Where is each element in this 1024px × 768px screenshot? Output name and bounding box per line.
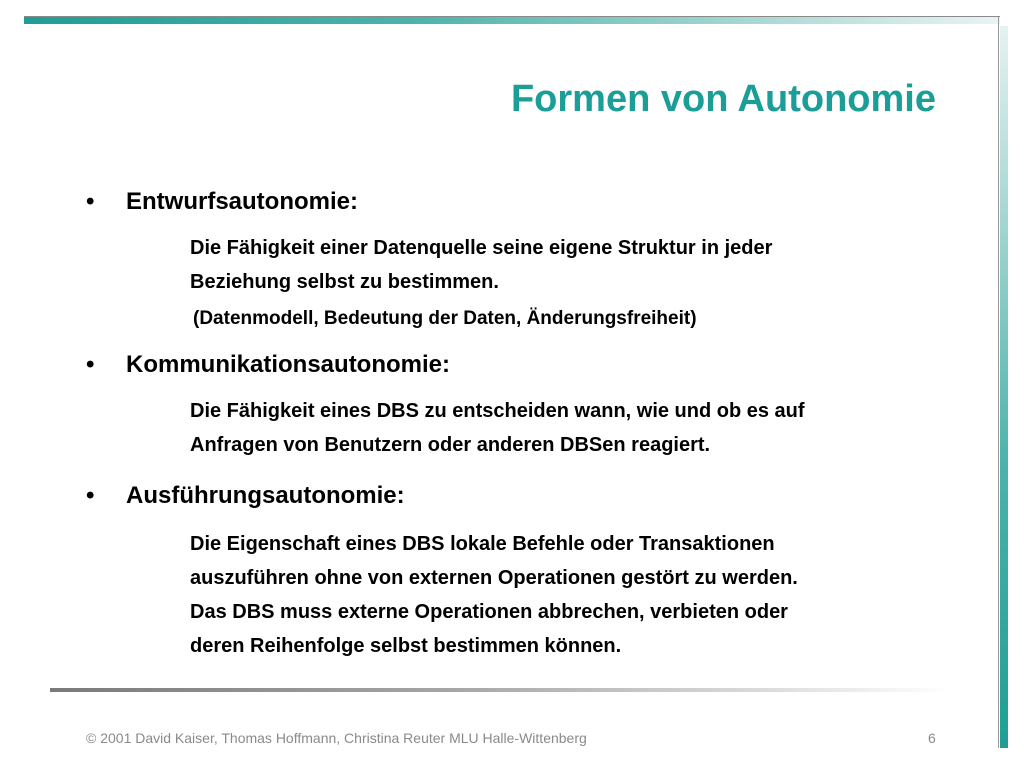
footer-divider bbox=[50, 688, 950, 692]
description-line: deren Reihenfolge selbst bestimmen können. bbox=[190, 635, 622, 657]
bullet-icon: • bbox=[86, 482, 95, 509]
top-accent-bar bbox=[24, 16, 1000, 24]
description-line: auszuführen ohne von externen Operationen gestört zu werden. bbox=[190, 567, 798, 589]
description-line: Die Eigenschaft eines DBS lokale Befehle oder Transaktionen bbox=[190, 533, 775, 555]
note-entwurfsautonomie: (Datenmodell, Bedeutung der Daten, Änderungsfreiheit) bbox=[193, 308, 697, 329]
description-line: Die Fähigkeit eines DBS zu entscheiden wann, wie und ob es auf bbox=[190, 400, 805, 422]
page-number: 6 bbox=[928, 730, 936, 746]
bullet-kommunikationsautonomie bbox=[86, 351, 450, 379]
slide-title: Formen von Autonomie bbox=[510, 78, 936, 120]
description-entwurfsautonomie bbox=[190, 231, 772, 299]
description-line: Beziehung selbst zu bestimmen. bbox=[190, 271, 499, 293]
bullet-heading: Kommunikationsautonomie: bbox=[126, 351, 451, 378]
description-line: Anfragen von Benutzern oder anderen DBSen reagiert. bbox=[190, 434, 711, 456]
description-line: Die Fähigkeit einer Datenquelle seine eigene Struktur in jeder bbox=[190, 237, 773, 259]
bullet-icon: • bbox=[86, 188, 95, 215]
bullet-ausfuehrungsautonomie bbox=[86, 482, 405, 510]
frame-top-line bbox=[24, 16, 1000, 17]
footer-copyright: © 2001 David Kaiser, Thomas Hoffmann, Christina Reuter MLU Halle-Wittenberg bbox=[86, 730, 587, 746]
bullet-entwurfsautonomie bbox=[86, 188, 358, 216]
bullet-icon: • bbox=[86, 351, 95, 378]
description-ausfuehrungsautonomie bbox=[190, 527, 798, 663]
description-kommunikationsautonomie bbox=[190, 394, 805, 462]
description-line: Das DBS muss externe Operationen abbrechen, verbieten oder bbox=[190, 601, 788, 623]
frame-right-line bbox=[998, 16, 999, 748]
bullet-heading: Ausführungsautonomie: bbox=[126, 482, 405, 509]
right-accent-bar bbox=[1000, 26, 1008, 748]
bullet-heading: Entwurfsautonomie: bbox=[126, 188, 358, 215]
